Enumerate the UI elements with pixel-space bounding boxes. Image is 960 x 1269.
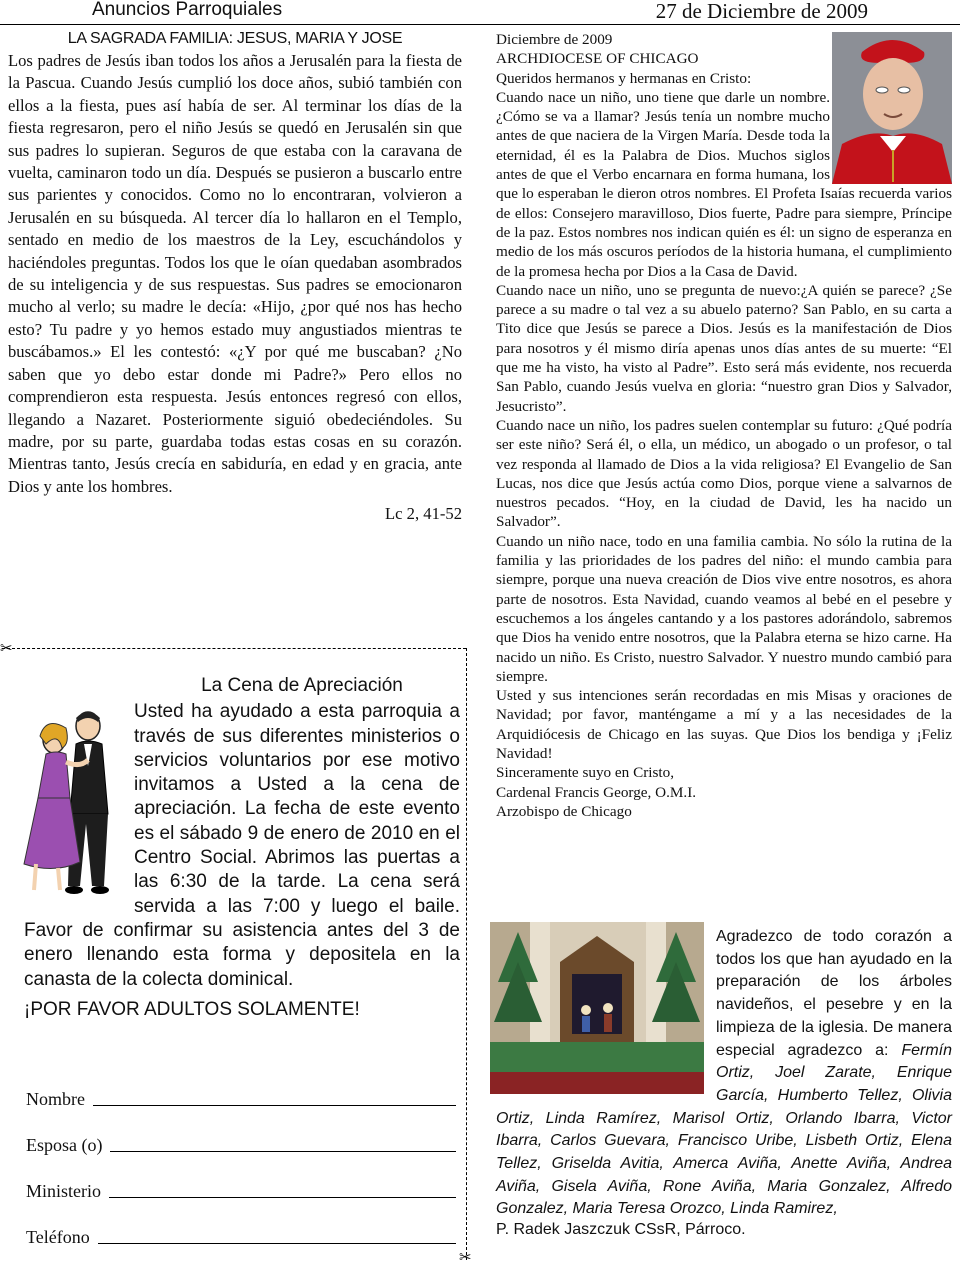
nativity-scene-photo (490, 922, 704, 1094)
phone-field[interactable] (98, 1242, 456, 1244)
form-row-name[interactable] (26, 1064, 456, 1110)
page-header (0, 0, 960, 25)
letter-paragraph: Sinceramente suyo en Cristo, (496, 764, 674, 782)
form-row-spouse[interactable] (26, 1110, 456, 1156)
spouse-field[interactable] (110, 1150, 456, 1152)
thanks-intro: Agradezco de todo corazón a todos los que han ayudado en la preparación de los árboles navideños, el pesebre y en la limpieza de la iglesia. De manera especial agradezco a: (716, 928, 952, 1059)
cut-line-horizontal (2, 648, 466, 649)
letter-paragraph: Cuando nace un niño, uno se pregunta de nuevo:¿A quién se parece? ¿Se parece a su madre o tal vez a su abuelo paterno? San Pablo, en su carta a Tito dice que Jesús se parece a Dios. Jesús es la manifestación de Dios para nosotros y él mismo diría apenas unos días antes de su muerte: “El que me ha visto, ha visto al Padre”. Esto será más evidente, nos recuerda San Pablo, cuando Jesús vuelva en gloria: “nuestro gran Dios y Salvador, Jesucristo”. (496, 281, 952, 415)
name-field[interactable] (93, 1104, 456, 1106)
ministry-field[interactable] (109, 1196, 456, 1198)
letter-paragraph: Cuando nace un niño, uno tiene que darle un nombre. ¿Cómo se va a llamar? Jesús tenía un nombre mucho antes de que naciera de la Virgen María. Desde toda la eternidad, él es la Palabra de Dios. Muchos siglos antes de que el Verbo encarnara en forma humana, los que lo esperaban le dieron otros nombres. El Profeta Isaías recuerda varios de ellos: Consejero maravilloso, Dios fuerte, Padre para siempre, Príncipe de la paz. Estos nombres nos indican quién es él: un signo de esperanza en medio de los más oscuros períodos de la historia humana, el cumplimiento de la promesa hecha por Dios a la Casa de David. (496, 88, 952, 280)
scissors-icon: ✂ (0, 639, 13, 657)
cardinal-letter (496, 30, 952, 821)
form-label: Teléfono (26, 1227, 90, 1247)
gospel-title: LA SAGRADA FAMILIA: JESUS, MARIA Y JOSE (67, 30, 403, 47)
gospel-section (8, 30, 462, 524)
volunteer-names: Fermín Ortiz, Joel Zarate, Enrique García, Humberto Tellez, Olivia Ortiz, Linda Ramírez, Marisol Ortiz, Orlando Ibarra, Victor Ibarra, Carlos Guevara, Francisco Uribe, Lisbeth Ortiz, Elena Tellez, Griselda Avitia, Amerca Aviña, Anette Aviña, Andrea Aviña, Gisela Aviña, Rone Aviña, Maria Gonzalez, Alfredo Gonzalez, Maria Teresa Orozco, Linda Ramirez, (496, 1041, 952, 1218)
form-label: Nombre (26, 1089, 85, 1109)
gospel-text: Los padres de Jesús iban todos los años a Jerusalén para la fiesta de la Pascua. Cuando Jesús cumplió los doce años, subió también con ellos a la fiesta, pues así había de ser. Al terminar los días de la fiesta regresaron, pero el niño Jesús se quedó en Jerusalén sin que sus padres lo supieran. Seguros de que estaba con la caravana de vuelta, caminaron todo un día. Después se pusieron a buscarlo entre sus parientes y conocidos. Como no lo encontraran, volvieron a Jerusalén en su búsqueda. Al tercer día lo hallaron en el Templo, sentado en medio de los maestros de la Ley, escuchándolos y haciéndoles preguntas. Todos los que le oían quedaban asombrados de su inteligencia y de sus respuestas. Sus padres se emocionaron mucho al verlo; su madre le decía: «Hijo, ¿por qué nos has hecho esto? Tu padre y yo hemos estado muy angustiados mientras te buscábamos.» El les contestó: «¿Y por qué me buscaban? ¿No saben que yo debo estar donde mi Padre?» Pero ellos no comprendieron esta respuesta. Jesús entonces regresó con ellos, llegando a Nazaret. Posteriormente siguió obedeciéndoles. Su madre, por su parte, guardaba todas estas cosas en su corazón. Mientras tanto, Jesús crecía en sabiduría, en edad y en gracia, ante Dios y ante los hombres. (8, 51, 462, 496)
letter-paragraph: Cardenal Francis George, O.M.I. (496, 783, 697, 801)
header-title: Anuncios Parroquiales (92, 0, 283, 20)
form-label: Ministerio (26, 1181, 101, 1201)
letter-paragraph: Cuando nace un niño, los padres suelen contemplar su futuro: ¿Qué podría ser este niño? Será él, o ella, un médico, un abogado o un profesor, o tal vez responda al llamado de Dios a la vida religiosa? El Evangelio de San Lucas, nos dice que Jesús actúa como Dios, porque viene a salvarnos de nuestros pecados. “Hoy, en la ciudad de David, les ha nacido un Salvador”. (496, 416, 952, 531)
form-row-ministry[interactable] (26, 1156, 456, 1202)
cardinal-portrait (832, 32, 952, 184)
letter-paragraph: Diciembre de 2009 (496, 31, 613, 48)
letter-paragraph: Queridos hermanos y hermanas en Cristo: (496, 69, 752, 87)
dinner-text: Usted ha ayudado a esta parroquia a través de sus diferentes ministerios o servicios voluntarios por ese motivo invitamos a Usted a la cena de apreciación. La fecha de este evento es el sábado 9 de enero de 2010 en el Centro Social. Abrimos las puertas a las 6:30 de la tarde. La cena será servida a las 7:00 y luego el baile. Favor de confirmar su asistencia antes del 3 de enero llenando esta forma y depositela en la canasta de la colecta dominical. (24, 701, 460, 990)
gospel-reference: Lc 2, 41-52 (385, 504, 462, 524)
letter-paragraph: ARCHDIOCESE OF CHICAGO (496, 50, 699, 68)
thanks-section (496, 926, 952, 1239)
dancing-couple-illustration (18, 704, 126, 904)
header-date: 27 de Diciembre de 2009 (655, 0, 868, 23)
pastor-signature: P. Radek Jaszczuk CSsR, Párroco. (496, 1221, 746, 1239)
form-label: Esposa (o) (26, 1135, 103, 1155)
cut-line-vertical (466, 648, 467, 1260)
letter-paragraph: Usted y sus intenciones serán recordadas en mis Misas y oraciones de Navidad; por favor, manténgame a mí y a las necesidades de la Arquidiócesis de Chicago en las suyas. Que Dios los bendiga y ¡Feliz Navidad! (496, 687, 952, 762)
scissors-icon: ✂ (459, 1248, 472, 1266)
form-row-phone[interactable] (26, 1202, 456, 1248)
dinner-invitation (24, 674, 460, 1022)
rsvp-form (26, 1064, 456, 1248)
letter-paragraph: Arzobispo de Chicago (496, 802, 632, 820)
dinner-title: La Cena de Apreciación (201, 675, 403, 696)
letter-paragraph: Cuando un niño nace, todo en una familia cambia. No sólo la rutina de la familia y las prioridades de los padres del niño: el mundo cambia para siempre, porque una nueva creación de Dios vive entre nosotros, es ahora parte de nosotros. Esta Navidad, cuando veamos al bebé en el pesebre y escuchemos a los ángeles cantando y a los pastores adorándolo, sabremos que Dios ha venido entre nosotros, que la Palabra eterna se hizo carne. Ha nacido un niño. Es Cristo, nuestro Salvador. Y nuestro mundo cambió para siempre. (496, 532, 952, 685)
adults-only-note: ¡POR FAVOR ADULTOS SOLAMENTE! (24, 998, 360, 1020)
